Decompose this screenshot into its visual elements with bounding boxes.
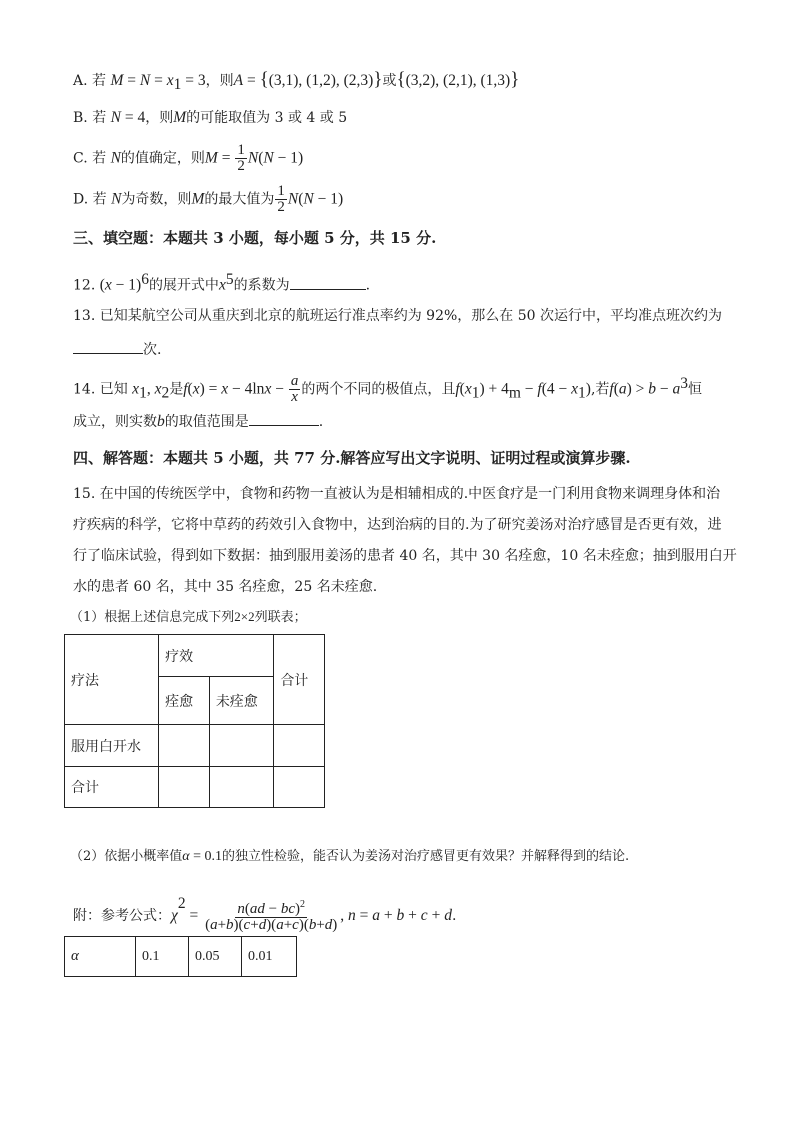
table-cell[interactable]: [159, 725, 210, 767]
option-b: B. 若 N = 4，则M的可能取值为 3 或 4 或 5: [73, 109, 348, 126]
header-uncured: 未痊愈: [209, 677, 274, 725]
question-15-line2: 疗疾病的科学，它将中草药的药效引入食物中，达到治病的目的.为了研究姜汤对治疗感冒是否更有效，进: [73, 517, 722, 533]
alpha-value: 0.1: [136, 937, 189, 977]
alpha-header: α: [65, 937, 136, 977]
question-14-line2: 成立，则实数b的取值范围是 .: [73, 413, 324, 430]
table-cell[interactable]: [159, 767, 210, 808]
table-cell[interactable]: [209, 725, 274, 767]
alpha-table: [64, 936, 297, 977]
section-4-heading: 四、解答题：本题共 5 小题，共 77 分.解答应写出文字说明、证明过程或演算步骤.: [73, 449, 631, 467]
table-cell[interactable]: [274, 725, 325, 767]
question-15-line3: 行了临床试验，得到如下数据：抽到服用姜汤的患者 40 名，其中 30 名痊愈，10 名未痊愈；抽到服用白开: [73, 548, 737, 564]
option-c: C. 若 N的值确定，则M = $\frac{1}{2}$ N(N − 1): [73, 142, 304, 174]
header-effect: 疗效: [159, 635, 274, 677]
question-15-line4: 水的患者 60 名，其中 35 名痊愈，25 名未痊愈.: [73, 579, 378, 595]
header-total: 合计: [274, 635, 325, 725]
question-15-line1: 15. 在中国的传统医学中，食物和药物一直被认为是相辅相成的.中医食疗是一门利用食物来调理身体和治: [73, 486, 721, 502]
answer-blank[interactable]: [73, 339, 143, 354]
alpha-value: 0.01: [242, 937, 297, 977]
question-12: 12. $(x - 1)^6$的展开式中$x^5$的系数为 .: [73, 271, 371, 294]
question-15-part2: （2）依据小概率值α = 0.1的独立性检验，能否认为姜汤对治疗感冒更有效果？并解释得到的结论.: [70, 849, 630, 864]
section-3-heading: 三、填空题：本题共 3 小题，每小题 5 分，共 15 分.: [73, 229, 437, 247]
row-label-water: 服用白开水: [65, 725, 159, 767]
reference-formula: 附：参考公式：$\chi^2$ = $\frac{n(ad - bc)^2}{(a+b)(c+d)(a+c)(b+d)}$ , n = a + b + c + d.: [73, 895, 457, 933]
answer-blank[interactable]: [290, 275, 366, 290]
header-cured: 痊愈: [159, 677, 210, 725]
option-d: D. 若 N为奇数，则M的最大值为 $\frac{1}{2}$ N(N − 1): [73, 183, 344, 215]
alpha-value: 0.05: [189, 937, 242, 977]
table-cell[interactable]: [274, 767, 325, 808]
contingency-table: [64, 634, 325, 808]
answer-blank[interactable]: [249, 411, 319, 426]
question-14-line1: 14. 已知 $x_1$, $x_2$是f(x) = x − 4lnx − $\frac{a}{x}$ 的两个不同的极值点，且$f(x_1) + 4_m - f(4 - x_1)$,若$f(a) > b - a^3$恒: [73, 373, 703, 406]
option-a: A. 若 $M = N = x_1 = 3$，则A = {(3,1), (1,2), (2,3)}或{(3,2), (2,1), (1,3)}: [73, 69, 520, 93]
header-method: 疗法: [65, 635, 159, 725]
table-cell[interactable]: [209, 767, 274, 808]
question-13-line1: 13. 已知某航空公司从重庆到北京的航班运行准点率约为 92%，那么在 50 次运行中，平均准点班次约为: [73, 308, 722, 324]
question-13-line2: 次.: [73, 339, 161, 360]
question-15-part1: （1）根据上述信息完成下列2×2列联表；: [70, 609, 307, 625]
row-label-total: 合计: [65, 767, 159, 808]
